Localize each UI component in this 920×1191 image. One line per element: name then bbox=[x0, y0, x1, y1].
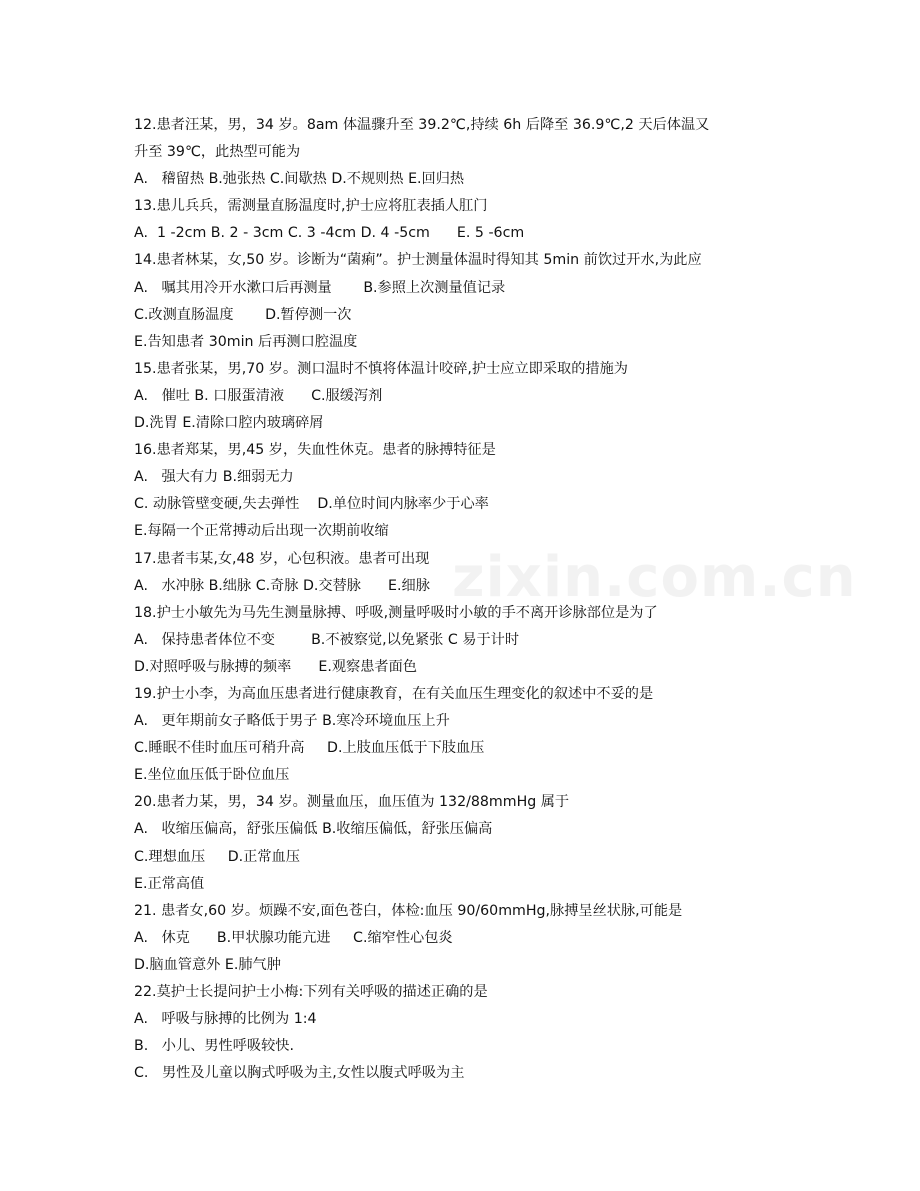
text-line: D.脑血管意外 E.肺气肿 bbox=[134, 956, 281, 973]
text-line: D.对照呼吸与脉搏的频率 E.观察患者面色 bbox=[134, 658, 417, 675]
text-line: A. 催吐 B. 口服蛋清液 C.服缓泻剂 bbox=[134, 387, 383, 404]
text-line: C.理想血压 D.正常血压 bbox=[134, 848, 300, 865]
text-line: 14.患者林某，女,50 岁。诊断为“菌痢”。护士测量体温时得知其 5min 前饮过开水,为此应 bbox=[134, 252, 702, 269]
text-line: E.每隔一个正常搏动后出现一次期前收缩 bbox=[134, 523, 389, 540]
text-line: 18.护士小敏先为马先生测量脉搏、呼吸,测量呼吸时小敏的手不离开诊脉部位是为了 bbox=[134, 604, 658, 621]
text-line: B. 小儿、男性呼吸较快. bbox=[134, 1038, 294, 1055]
text-line: 21. 患者女,60 岁。烦躁不安,面色苍白，体检:血压 90/60mmHg,脉搏呈丝状脉,可能是 bbox=[134, 902, 683, 919]
text-line: 17.患者韦某,女,48 岁，心包积液。患者可出现 bbox=[134, 550, 430, 567]
text-line: C.改测直肠温度 D.暂停测一次 bbox=[134, 306, 352, 323]
text-line: A. 稽留热 B.弛张热 C.间歇热 D.不规则热 E.回归热 bbox=[134, 171, 465, 188]
text-line: 12.患者汪某，男，34 岁。8am 体温骤升至 39.2℃,持续 6h 后降至 36.9℃,2 天后体温又 bbox=[134, 117, 710, 133]
text-line: 升至 39℃，此热型可能为 bbox=[134, 144, 301, 161]
text-line: A. 水冲脉 B.绌脉 C.奇脉 D.交替脉 E.细脉 bbox=[134, 577, 430, 594]
text-line: A. 更年期前女子略低于男子 B.寒冷环境血压上升 bbox=[134, 713, 450, 730]
question-text-block bbox=[134, 112, 794, 1087]
text-line: 13.患儿兵兵，需测量直肠温度时,护士应将肛表插人肛门 bbox=[134, 198, 488, 215]
text-line: 15.患者张某，男,70 岁。测口温时不慎将体温计咬碎,护士应立即采取的措施为 bbox=[134, 360, 628, 377]
text-line: E.坐位血压低于卧位血压 bbox=[134, 767, 290, 784]
text-line: A. 呼吸与脉搏的比例为 1:4 bbox=[134, 1011, 317, 1028]
text-line: 19.护士小李，为高血压患者进行健康教育，在有关血压生理变化的叙述中不妥的是 bbox=[134, 685, 654, 702]
text-line: C.睡眠不佳时血压可稍升高 D.上肢血压低于下肢血压 bbox=[134, 740, 485, 757]
watermark: zixin.com.cn bbox=[452, 545, 857, 610]
text-line: A. 1 -2cm B. 2 - 3cm C. 3 -4cm D. 4 -5cm E. 5 -6cm bbox=[134, 225, 525, 242]
text-line: 16.患者郑某，男,45 岁，失血性休克。患者的脉搏特征是 bbox=[134, 442, 496, 459]
text-line: E.告知患者 30min 后再测口腔温度 bbox=[134, 333, 358, 350]
text-line: 22.莫护士长提问护士小梅:下列有关呼吸的描述正确的是 bbox=[134, 984, 488, 1000]
text-line: A. 休克 B.甲状腺功能亢进 C.缩窄性心包炎 bbox=[134, 929, 453, 946]
text-line: 20.患者力某，男，34 岁。测量血压，血压值为 132/88mmHg 属于 bbox=[134, 794, 570, 811]
text-line: A. 保持患者体位不变 B.不被察觉,以免紧张 C 易于计时 bbox=[134, 631, 520, 648]
text-line: A. 嘱其用冷开水漱口后再测量 B.参照上次测量值记录 bbox=[134, 279, 506, 296]
text-line: A. 收缩压偏高，舒张压偏低 B.收缩压偏低，舒张压偏高 bbox=[134, 821, 493, 838]
text-line: A. 强大有力 B.细弱无力 bbox=[134, 469, 294, 486]
text-line: E.正常高值 bbox=[134, 875, 205, 892]
text-line: C. 男性及儿童以胸式呼吸为主,女性以腹式呼吸为主 bbox=[134, 1065, 465, 1082]
text-line: C. 动脉管壁变硬,失去弹性 D.单位时间内脉率少于心率 bbox=[134, 496, 489, 513]
text-line: D.洗胃 E.清除口腔内玻璃碎屑 bbox=[134, 415, 324, 432]
